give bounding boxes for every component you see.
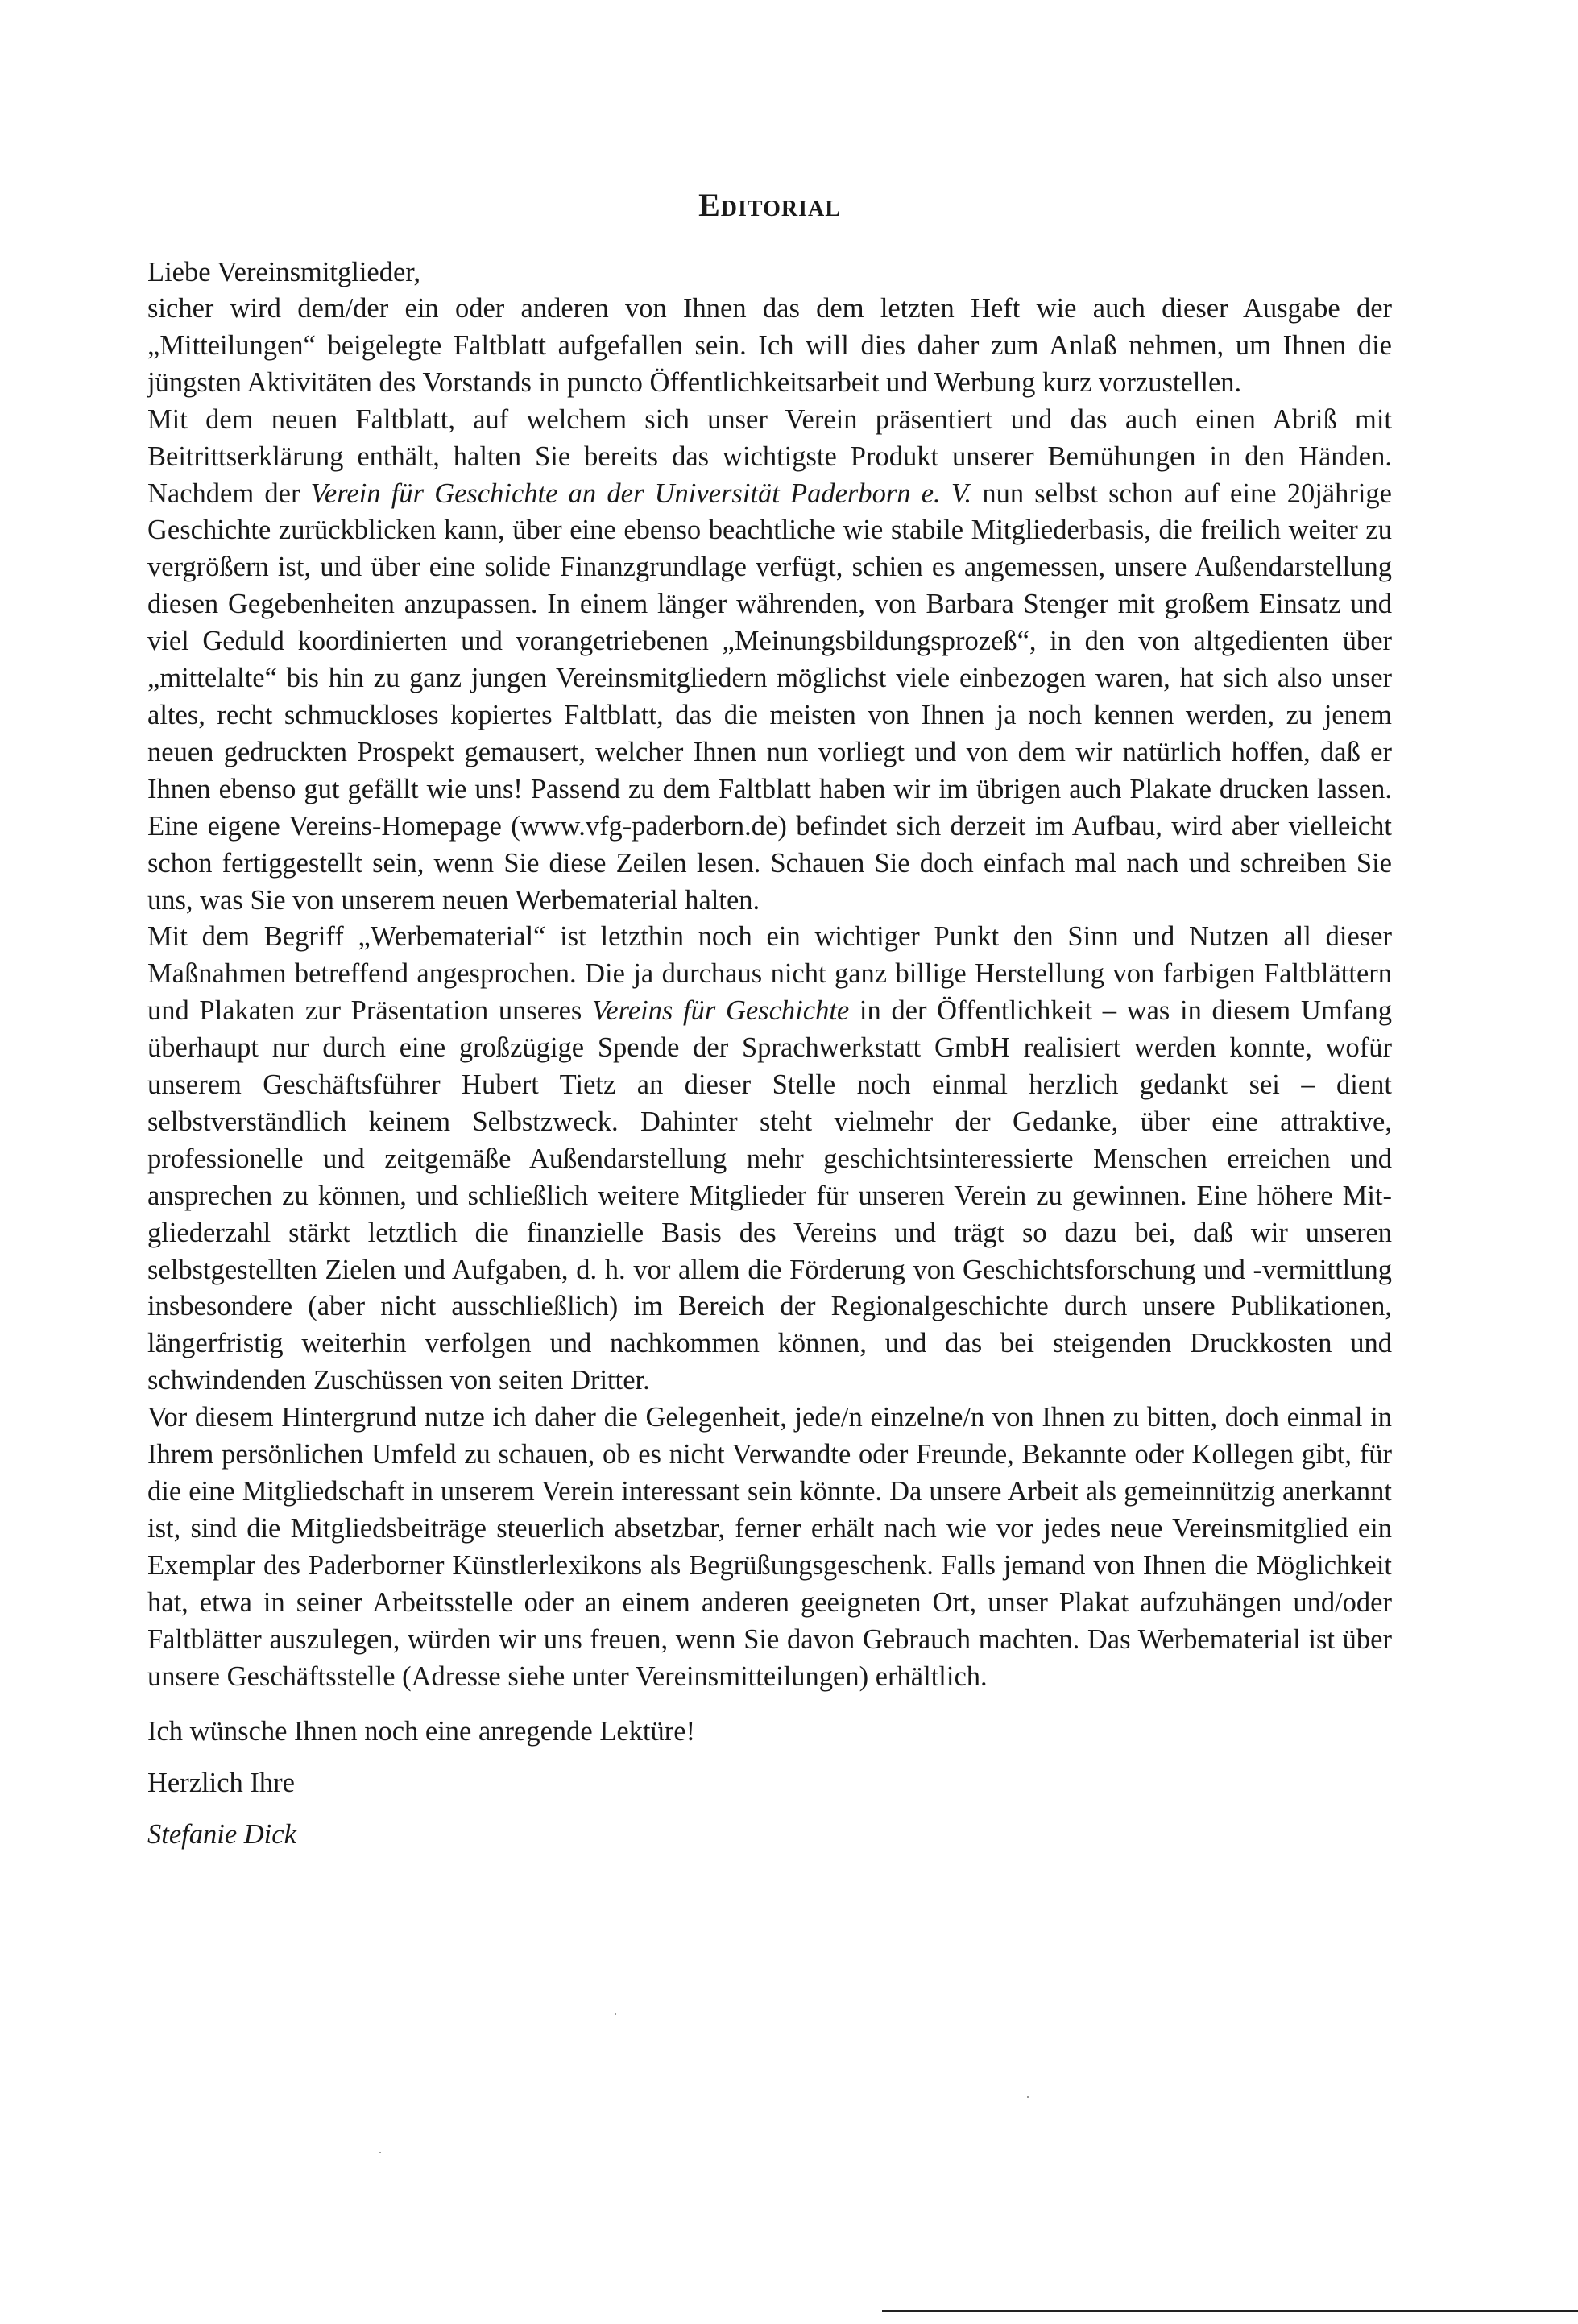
editorial-page	[147, 181, 1392, 1853]
association-short-name: Vereins für Geschichte	[592, 995, 850, 1027]
regards-line: Herzlich Ihre	[147, 1768, 295, 1799]
paragraph-1: sicher wird dem/der ein oder anderen von Ihnen das dem letzten Heft wie auch dieser Ausgabe der „Mitteilungen“ beigelegte Faltblatt aufgefallen sein. Ich will dies daher zum Anlaß nehmen, um Ihnen die jüngsten Aktivitäten des Vorstands in puncto Öffentlichkeitsarbeit und Werbung kurz vorzustellen.	[147, 293, 1392, 398]
paragraph-4: Vor diesem Hintergrund nutze ich daher die Gelegenheit, jede/n einzelne/n von Ihnen zu bitten, doch einmal in Ihrem persönlichen Umfeld zu schauen, ob es nicht Verwandte oder Freunde, Bekannte oder Kollegen gibt, für die eine Mitgliedschaft in unserem Verein interessant sein könnte. Da unsere Arbeit als gemeinnützig anerkannt ist, sind die Mitgliedsbeiträge steuerlich absetzbar, ferner erhält nach wie vor jedes neue Vereinsmitglied ein Exemplar des Paderborner Künstlerlexikons als Begrüßungsgeschenk. Falls jemand von Ihnen die Möglichkeit hat, etwa in seiner Arbeitsstelle oder an einem anderen geeigneten Ort, unser Plakat aufzuhängen und/oder Faltblätter auszulegen, würden wir uns freuen, wenn Sie davon Gebrauch machten. Das Werbematerial ist über unsere Geschäftsstelle (Adresse siehe unter Vereinsmitteilungen) erhältlich.	[147, 1402, 1392, 1692]
page-title: Editorial	[698, 187, 841, 223]
paragraph-3-text-b: in der Öffentlichkeit – was in diesem Umfang überhaupt nur durch eine großzügige Spende der Sprachwerkstatt GmbH realisiert werden konnte, wofür unserem Geschäftsführer Hubert Tietz an dieser Stelle noch einmal herzlich gedankt sei – dient selbstverständlich keinem Selbstzweck. Dahinter steht vielmehr der Gedanke, über eine attraktive, professionelle und zeitgemäße Außendarstellung mehr geschichtsinteressierte Menschen erreichen und ansprechen zu können, und schließlich weitere Mitglieder für unseren Verein zu gewinnen. Eine höhere Mitgliederzahl stärkt letztlich die finanzielle Basis des Vereins und trägt so dazu bei, daß wir unseren selbstgestellten Zielen und Aufgaben, d. h. vor allem die Förderung von Geschichtsforschung und -vermittlung insbesondere (aber nicht ausschließlich) im Bereich der Regionalgeschichte durch unsere Publikationen, längerfristig weiterhin verfolgen und nachkommen können, und das bei steigenden Druckkosten und schwindenden Zuschüssen von seiten Dritter.	[147, 995, 1392, 1396]
scan-speck	[615, 2013, 616, 2015]
paragraph-2	[147, 402, 1392, 920]
paragraph-2-text-a: Mit dem neuen Faltblatt, auf welchem sich unser Verein präsentiert und das auch einen Abriß mit Beitrittserklärung enthält, halten Sie bereits das wichtigste Produkt unserer Bemühungen in den Händen. Nachdem der	[147, 403, 1392, 509]
paragraph-3-text-a: Mit dem Begriff „Werbematerial“ ist letzthin noch ein wichtiger Punkt den Sinn und Nutzen all dieser Maßnahmen betreffend angesprochen. Die ja durchaus nicht ganz billige Herstellung von farbigen Faltblättern und Plakaten zur Präsentation unseres	[147, 921, 1392, 1027]
page-edge-rule	[882, 2310, 1578, 2312]
paragraph-2-text-b: nun selbst schon auf eine 20jährige Geschichte zurückblicken kann, über eine ebenso beachtliche wie stabile Mitgliederbasis, die freilich weiter zu vergrößern ist, und über eine solide Finanzgrundlage verfügt, schien es angemessen, unsere Außendarstellung diesen Gegebenheiten anzupassen. In einem länger währenden, von Barbara Stenger mit großem Einsatz und viel Geduld koordinierten und vorangetriebenen „Meinungsbildungsprozeß“, in den von altgedienten über „mittelalte“ bis hin zu ganz jungen Vereinsmitgliedern möglichst viele einbezogen waren, hat sich also unser altes, recht schmuckloses kopiertes Faltblatt, das die meisten von Ihnen ja noch kennen werden, zu jenem neuen gedruckten Prospekt gemausert, welcher Ihnen nun vorliegt und von dem wir natürlich hoffen, daß er Ihnen ebenso gut gefällt wie uns! Passend zu dem Faltblatt haben wir im übrigen auch Plakate drucken lassen. Eine eigene Vereins-Homepage (www.vfg-paderborn.de) befindet sich derzeit im Aufbau, wird aber vielleicht schon fertiggestellt sein, wenn Sie diese Zeilen lesen. Schauen Sie doch einfach mal nach und schreiben Sie uns, was Sie von unserem neuen Werbematerial halten.	[147, 478, 1392, 916]
paragraph-3	[147, 919, 1392, 1400]
salutation: Liebe Vereinsmitglieder,	[147, 257, 421, 287]
signature: Stefanie Dick	[147, 1819, 296, 1851]
closing-line: Ich wünsche Ihnen noch eine anregende Lektüre!	[147, 1716, 696, 1747]
scan-speck	[1027, 2096, 1029, 2098]
scan-speck	[379, 2152, 381, 2153]
association-name: Verein für Geschichte an der Universität Paderborn e. V.	[310, 478, 972, 509]
